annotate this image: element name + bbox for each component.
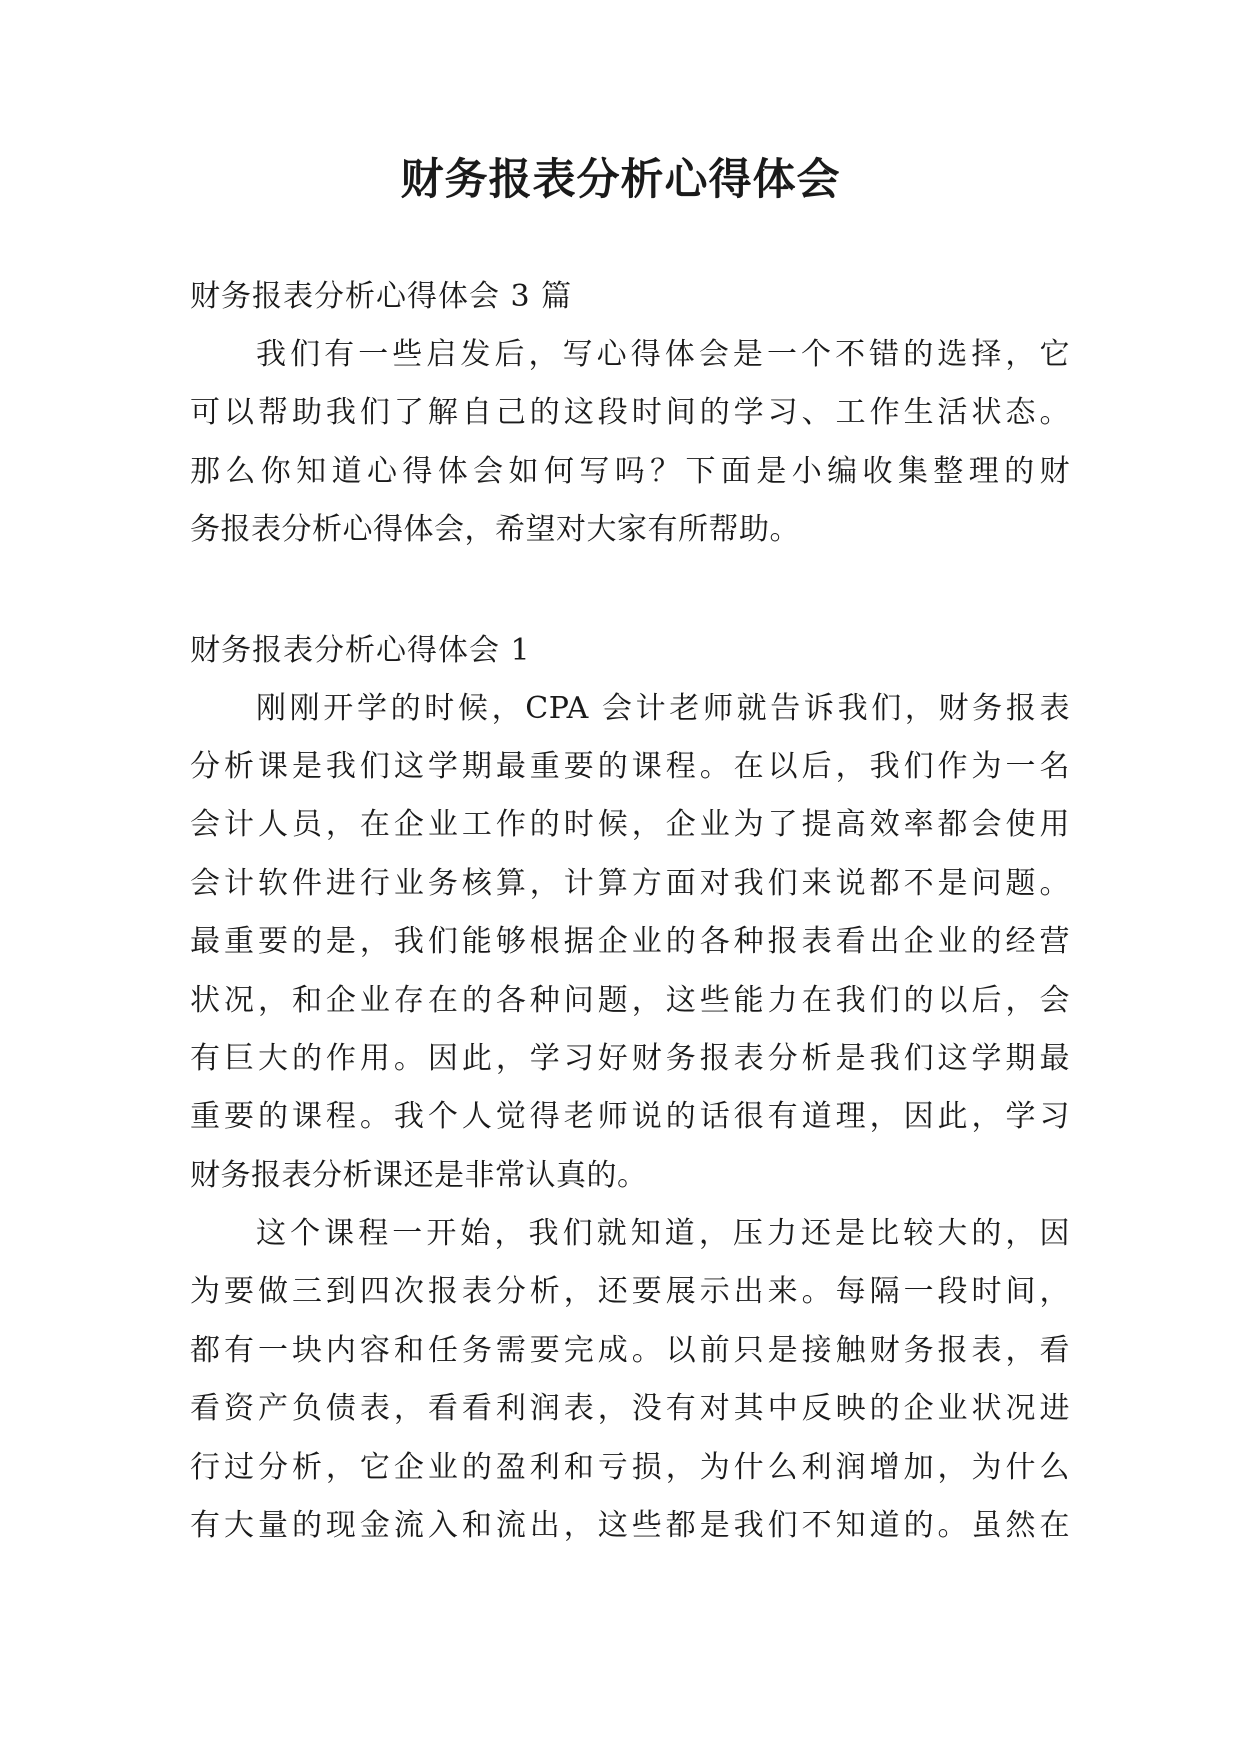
text-line: 有大量的现金流入和流出，这些都是我们不知道的。虽然在	[190, 1508, 1070, 1544]
section-spacer	[190, 560, 1070, 622]
text-line: 我们有一些启发后，写心得体会是一个不错的选择，它	[256, 337, 1070, 372]
text-line: 行过分析，它企业的盈利和亏损，为什么利润增加，为什么	[190, 1449, 1070, 1485]
section-heading: 财务报表分析心得体会 1	[190, 632, 531, 668]
intro-paragraph	[190, 326, 1070, 560]
text-line: 为要做三到四次报表分析，还要展示出来。每隔一段时间，	[190, 1274, 1070, 1310]
text-line: 最重要的是，我们能够根据企业的各种报表看出企业的经营	[190, 924, 1070, 960]
text-line: 分析课是我们这学期最重要的课程。在以后，我们作为一名	[190, 748, 1070, 784]
text-line: 重要的课程。我个人觉得老师说的话很有道理，因此，学习	[190, 1099, 1070, 1135]
body-paragraph	[190, 680, 1070, 1206]
text-line: 这个课程一开始，我们就知道，压力还是比较大的，因	[256, 1216, 1070, 1252]
text-line: 会计软件进行业务核算，计算方面对我们来说都不是问题。	[190, 865, 1070, 901]
text-line: 看资产负债表，看看利润表，没有对其中反映的企业状况进	[190, 1391, 1070, 1427]
text-line: 状况，和企业存在的各种问题，这些能力在我们的以后，会	[190, 982, 1070, 1018]
document-title: 财务报表分析心得体会	[400, 155, 841, 205]
text-line: 财务报表分析课还是非常认真的。	[190, 1157, 648, 1193]
text-line: 刚刚开学的时候，CPA 会计老师就告诉我们，财务报表	[256, 690, 1070, 726]
text-line: 都有一块内容和任务需要完成。以前只是接触财务报表，看	[190, 1332, 1070, 1368]
document-subtitle: 财务报表分析心得体会 3 篇	[190, 279, 573, 314]
text-line: 有巨大的作用。因此，学习好财务报表分析是我们这学期最	[190, 1040, 1070, 1076]
document-body	[190, 268, 1070, 1555]
text-line: 会计人员，在企业工作的时候，企业为了提高效率都会使用	[190, 807, 1070, 843]
body-paragraph	[190, 1205, 1070, 1555]
text-line: 可以帮助我们了解自己的这段时间的学习、工作生活状态。	[190, 395, 1070, 431]
text-line: 那么你知道心得体会如何写吗？下面是小编收集整理的财	[190, 453, 1070, 489]
text-line: 务报表分析心得体会，希望对大家有所帮助。	[190, 512, 800, 548]
